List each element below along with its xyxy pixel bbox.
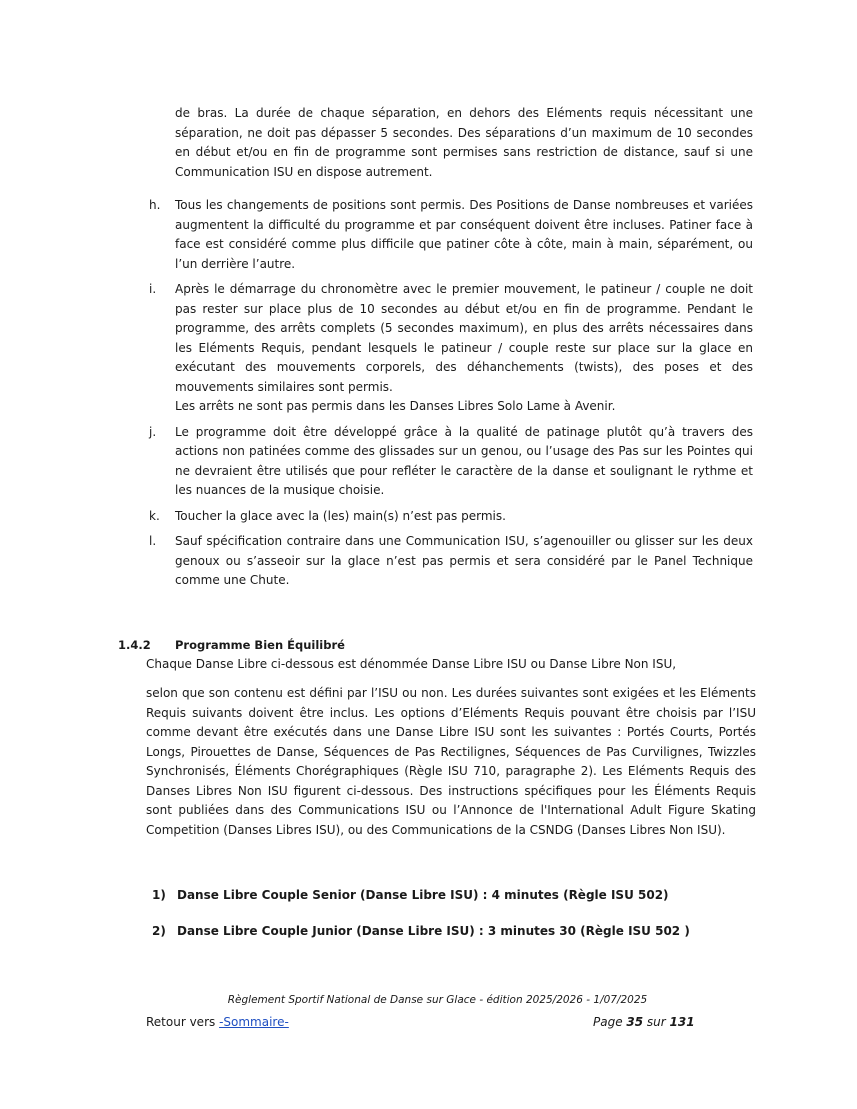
rules-list	[149, 196, 753, 597]
footer-back	[146, 1015, 289, 1029]
subheading-senior	[152, 888, 669, 902]
list-marker: k.	[149, 508, 160, 523]
list-text: Après le démarrage du chronomètre avec le premier mouvement, le patineur / couple ne doit pas rester sur place plus de 10 secondes au début et/ou en fin de programme. Pendant le programme, des arrêts complets (5 secondes maximum), en plus des arrêts nécessaires dans les Eléments Requis, pendant lesquels le patineur / couple reste sur place sur la glace en exécutant des mouvements corporels, des déhanchements (twists), des poses et des mouvements similaires sont permis.	[175, 282, 753, 394]
subheading-number: 2)	[152, 924, 166, 938]
subheading-junior	[152, 924, 690, 938]
summary-link[interactable]: -Sommaire-	[219, 1015, 289, 1029]
list-item	[149, 423, 753, 501]
section-number: 1.4.2	[118, 638, 151, 652]
continuation-paragraph: de bras. La durée de chaque séparation, en dehors des Eléments requis nécessitant une séparation, ne doit pas dépasser 5 secondes. Des séparations d’un maximum de 10 secondes en début et/ou en fin de programme sont permises sans restriction de distance, sauf si une Communication ISU en dispose autrement.	[175, 106, 753, 179]
list-text: Toucher la glace avec la (les) main(s) n’est pas permis.	[175, 508, 506, 523]
list-text: Tous les changements de positions sont permis. Des Positions de Danse nombreuses et variées augmentent la difficulté du programme et par conséquent doivent être incluses. Patiner face à face est considéré comme plus difficile que patiner côte à côte, main à main, séparément, ou l’un derrière l’autre.	[175, 198, 753, 271]
section-intro-line: Chaque Danse Libre ci-dessous est dénommée Danse Libre ISU ou Danse Libre Non ISU,	[146, 657, 677, 671]
list-text-block	[175, 280, 753, 417]
section-heading	[118, 638, 345, 652]
list-item	[149, 507, 753, 527]
list-marker: i.	[149, 282, 157, 296]
page-of-word: sur	[643, 1015, 670, 1029]
footer-back-prefix: Retour vers	[146, 1015, 220, 1029]
list-marker: j.	[149, 424, 157, 439]
list-item	[149, 280, 753, 417]
page-number	[593, 1015, 695, 1029]
subheading-text: Danse Libre Couple Senior (Danse Libre ISU) : 4 minutes (Règle ISU 502)	[177, 888, 669, 902]
list-item	[149, 196, 753, 274]
footer-title: Règlement Sportif National de Danse sur Glace - édition 2025/2026 - 1/07/2025	[227, 994, 648, 1006]
list-marker: h.	[149, 198, 161, 212]
list-item	[149, 532, 753, 591]
subheading-text: Danse Libre Couple Junior (Danse Libre ISU) : 3 minutes 30 (Règle ISU 502 )	[177, 924, 690, 938]
section-title: Programme Bien Équilibré	[175, 638, 345, 652]
list-text: Le programme doit être développé grâce à la qualité de patinage plutôt qu’à travers des actions non patinées comme des glissades sur un genou, ou l’usage des Pas sur les Pointes qui ne devraient être utilisés que pour refléter le caractère de la danse et soulignant le rythme et les nuances de la musique choisie.	[175, 424, 753, 497]
section-intro-paragraph: selon que son contenu est défini par l’ISU ou non. Les durées suivantes sont exigées et les Eléments Requis suivants doivent être inclus. Les options d’Eléments Requis pouvant être choisis par l’ISU comme devant être exécutés dans une Danse Libre ISU sont les suivantes : Portés Courts, Portés Longs, Pirouettes de Danse, Séquences de Pas Rectilignes, Séquences de Pas Curvilignes, Twizzles Synchronisés, Éléments Chorégraphiques (Règle ISU 710, paragraphe 2). Les Eléments Requis des Danses Libres Non ISU figurent ci-dessous. Des instructions spécifiques pour les Éléments Requis sont publiées dans des Communications ISU ou l’Annonce de l'International Adult Figure Skating Competition (Danses Libres ISU), ou des Communications de la CSNDG (Danses Libres Non ISU).	[146, 686, 756, 837]
list-text: Sauf spécification contraire dans une Communication ISU, s’agenouiller ou glisser sur les deux genoux ou s’asseoir sur la glace n’est pas permis et sera considéré par le Panel Technique comme une Chute.	[175, 534, 753, 587]
subheading-number: 1)	[152, 888, 166, 902]
list-text-extra: Les arrêts ne sont pas permis dans les Danses Libres Solo Lame à Avenir.	[175, 399, 616, 413]
list-marker: l.	[149, 534, 157, 548]
page-word: Page	[593, 1015, 627, 1029]
page-total: 131	[669, 1015, 695, 1029]
page-current: 35	[626, 1015, 644, 1029]
